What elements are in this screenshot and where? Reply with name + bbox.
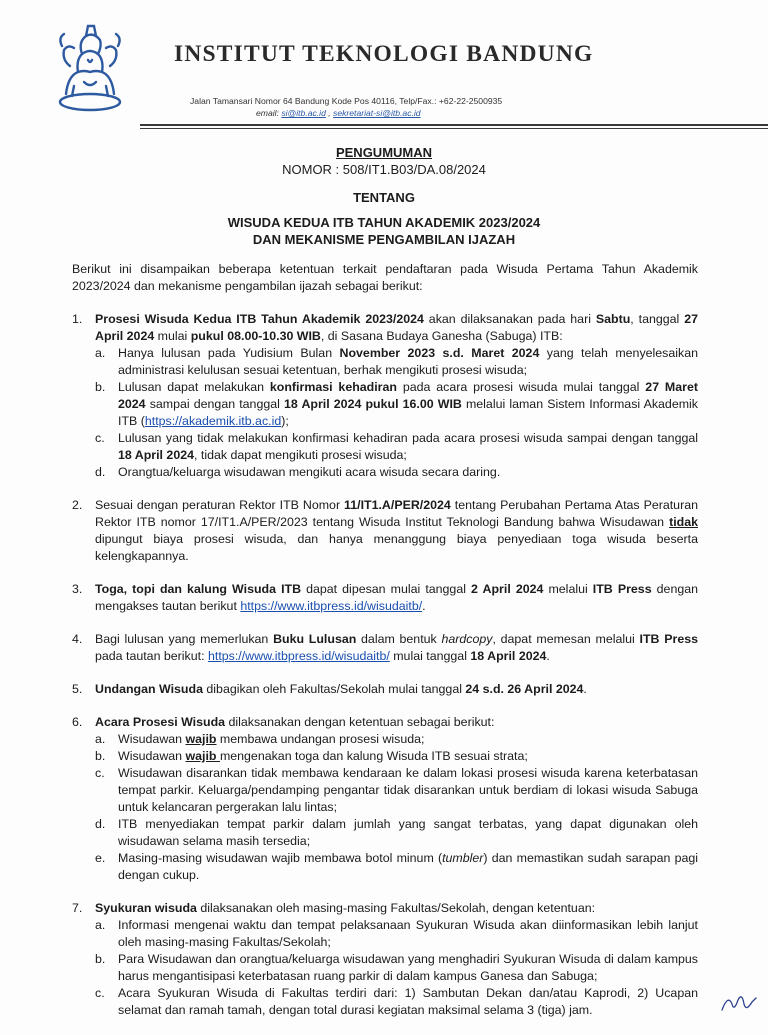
announcement-number: NOMOR : 508/IT1.B03/DA.08/2024	[282, 162, 486, 177]
sub-item-1d: d. Orangtua/keluarga wisudawan mengikuti acara wisuda secara daring.	[95, 465, 501, 479]
sub-item-6e: e. Masing-masing wisudawan wajib membawa botol minum (tumbler) dan memastikan sudah sarapan pagi dengan cukup.	[95, 851, 698, 882]
letterhead	[0, 0, 768, 130]
list-item-5	[72, 681, 698, 698]
announcement-body	[72, 261, 698, 1035]
subject-line-2: DAN MEKANISME PENGAMBILAN IJAZAH	[252, 232, 516, 247]
sub-item-1a: a. Hanya lulusan pada Yudisium Bulan November 2023 s.d. Maret 2024 yang telah menyelesaikan administrasi kelulusan sesuai ketentuan, berhak mengikuti prosesi wisuda;	[95, 346, 699, 377]
itbpress-link[interactable]: https://www.itbpress.id/wisudaitb/	[240, 599, 423, 613]
institution-email	[256, 108, 421, 118]
list-item-2	[72, 497, 698, 565]
item-number: 7.	[72, 901, 83, 915]
item-text: Prosesi Wisuda Kedua ITB Tahun Akademik 2023/2024 akan dilaksanakan pada hari Sabtu, tanggal 27 April 2024 mulai pukul 08.00-10.30 WIB, di Sasana Budaya Ganesha (Sabuga) ITB:	[95, 312, 698, 343]
sub-item-1c: c. Lulusan yang tidak melakukan konfirmasi kehadiran pada acara prosesi wisuda sampai dengan tanggal 18 April 2024, tidak dapat mengikuti prosesi wisuda;	[95, 431, 698, 462]
institution-name: INSTITUT TEKNOLOGI BANDUNG	[174, 41, 594, 67]
announcement-title-block	[0, 145, 768, 248]
sub-item-7c: c. Acara Syukuran Wisuda di Fakultas terdiri dari: 1) Sambutan Dekan dan/atau Kaprodi, 2) Ucapan selamat dan ramah tamah, dengan total durasi kegiatan maksimal selama 3 (tiga) jam.	[95, 986, 698, 1017]
item-text: Undangan Wisuda dibagikan oleh Fakultas/Sekolah mulai tanggal 24 s.d. 26 April 2024.	[95, 682, 587, 696]
sub-item-7b: b. Para Wisudawan dan orangtua/keluarga wisudawan yang menghadiri Syukuran Wisuda di dalam kampus harus mengantisipasi keterbatasan ruang parkir di dalam kampus Ganesa dan Sabuga;	[95, 952, 698, 983]
email-separator: ,	[325, 108, 334, 118]
intro-paragraph: Berikut ini disampaikan beberapa ketentuan terkait pendaftaran pada Wisuda Pertama Tahun Akademik 2023/2024 dan mekanisme pengambilan ijazah sebagai berikut:	[72, 262, 698, 293]
item-number: 5.	[72, 682, 83, 696]
list-item-1	[72, 311, 698, 481]
item-number: 3.	[72, 582, 83, 596]
email-link-sekretariat[interactable]: sekretariat-si@itb.ac.id	[333, 108, 421, 118]
email-label: email:	[256, 108, 279, 118]
sub-item-6c: c. Wisudawan disarankan tidak membawa kendaraan ke dalam lokasi prosesi wisuda karena keterbatasan tempat parkir. Keluarga/pendamping pengantar tidak disarankan untuk berdiam di lokasi wisuda Sabuga untuk kelancaran pergerakan lalu lintas;	[95, 766, 698, 814]
sub-item-6b: b. Wisudawan wajib mengenakan toga dan kalung Wisuda ITB sesuai strata;	[95, 749, 528, 763]
item-number: 2.	[72, 498, 83, 512]
item-number: 6.	[72, 715, 83, 729]
header-rule-thick	[140, 124, 768, 126]
sub-item-6d: d. ITB menyediakan tempat parkir dalam jumlah yang sangat terbatas, yang dapat digunakan oleh wisudawan selama masih tersedia;	[95, 817, 698, 848]
item-number: 4.	[72, 632, 83, 646]
item-text: Toga, topi dan kalung Wisuda ITB dapat dipesan mulai tanggal 2 April 2024 melalui ITB Press dengan mengakses tautan berikut https://www.itbpress.id/wisudaitb/.	[95, 582, 699, 613]
list-item-6	[72, 714, 698, 884]
sub-item-6a: a. Wisudawan wajib membawa undangan prosesi wisuda;	[95, 732, 425, 746]
item-text: Acara Prosesi Wisuda dilaksanakan dengan ketentuan sebagai berikut:	[95, 715, 495, 729]
item-text: Sesuai dengan peraturan Rektor ITB Nomor 11/IT1.A/PER/2024 tentang Perubahan Pertama Atas Peraturan Rektor ITB nomor 17/IT1.A/PER/2023 tentang Wisuda Institut Teknologi Bandung bahwa Wisudawan tidak dipungut biaya prosesi wisuda, dan hanya menanggung biaya penyediaan toga wisuda beserta kelengkapannya.	[95, 498, 698, 563]
about-heading: TENTANG	[353, 190, 415, 205]
paraf-signature-icon	[718, 990, 760, 1016]
itb-ganesha-logo-icon	[48, 16, 132, 116]
list-item-7	[72, 900, 698, 1019]
announcement-subject	[0, 214, 768, 248]
list-item-3	[72, 581, 698, 615]
sub-item-7a: a. Informasi mengenai waktu dan tempat pelaksanaan Syukuran Wisuda akan diinformasikan lebih lanjut oleh masing-masing Fakultas/Sekolah;	[95, 918, 698, 949]
itbpress-link[interactable]: https://www.itbpress.id/wisudaitb/	[207, 649, 390, 663]
akademik-link[interactable]: https://akademik.itb.ac.id	[144, 414, 282, 428]
subject-line-1: WISUDA KEDUA ITB TAHUN AKADEMIK 2023/2024	[227, 215, 541, 230]
institution-address: Jalan Tamansari Nomor 64 Bandung Kode Pos 40116, Telp/Fax.: +62-22-2500935	[190, 96, 503, 106]
item-text: Syukuran wisuda dilaksanakan oleh masing-masing Fakultas/Sekolah, dengan ketentuan:	[95, 901, 596, 915]
email-link-si[interactable]: si@itb.ac.id	[281, 108, 326, 118]
item-text: Bagi lulusan yang memerlukan Buku Lulusan dalam bentuk hardcopy, dapat memesan melalui ITB Press pada tautan berikut: https://www.itbpress.id/wisudaitb/ mulai tanggal 18 April 2024.	[95, 632, 698, 663]
announcement-heading: PENGUMUMAN	[335, 145, 433, 160]
header-rule-thin	[140, 128, 768, 129]
item-number: 1.	[72, 312, 83, 326]
sub-item-1b: b. Lulusan dapat melakukan konfirmasi kehadiran pada acara prosesi wisuda mulai tanggal 27 Maret 2024 sampai dengan tanggal 18 April 2024 pukul 16.00 WIB melalui laman Sistem Informasi Akademik ITB (https://akademik.itb.ac.id);	[95, 380, 698, 428]
list-item-4	[72, 631, 698, 665]
